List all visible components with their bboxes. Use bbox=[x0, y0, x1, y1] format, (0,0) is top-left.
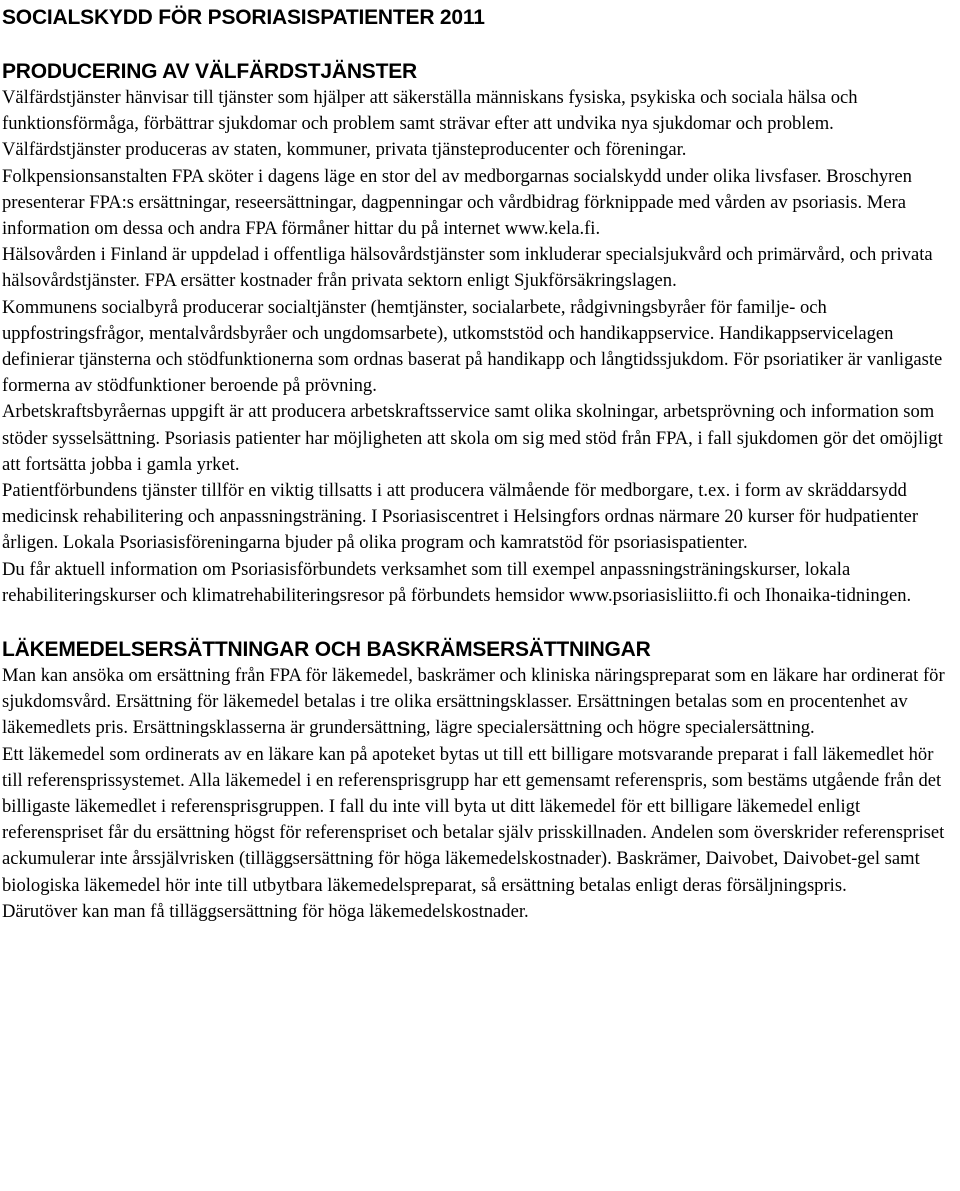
paragraph: Därutöver kan man få tilläggsersättning för höga läkemedelskostnader. bbox=[2, 900, 529, 922]
paragraph: Man kan ansöka om ersättning från FPA för läkemedel, baskrämer och kliniska näringspreparat som en läkare har ordinerat för sjukdomsvård. Ersättning för läkemedel betalas i tre olika ersättningsklasser. Ersättningen betalas som en procentenhet av läkemedlets pris. Ersättningsklasserna är grundersättning, lägre specialersättning och högre specialersättning. bbox=[2, 665, 945, 739]
section-medicine-reimbursement bbox=[2, 637, 956, 925]
paragraph: Kommunens socialbyrå producerar socialtjänster (hemtjänster, socialarbete, rådgivningsbyråer för familje- och uppfostringsfrågor, mentalvårdsbyråer och ungdomsarbete), utkomststöd och handikappservice. Handikappservicelagen definierar tjänsterna och stödfunktionerna som ordnas baserat på handikapp och långtidssjukdom. För psoriatiker är vanligaste formerna av stödfunktioner beroende på prövning. bbox=[2, 296, 943, 397]
section-heading: LÄKEMEDELSERSÄTTNINGAR OCH BASKRÄMSERSÄTTNINGAR bbox=[2, 638, 651, 662]
section-heading: PRODUCERING AV VÄLFÄRDSTJÄNSTER bbox=[2, 60, 417, 83]
section-welfare-services bbox=[2, 59, 956, 609]
document-title: SOCIALSKYDD FÖR PSORIASISPATIENTER 2011 bbox=[2, 6, 485, 29]
paragraph: Arbetskraftsbyråernas uppgift är att producera arbetskraftsservice samt olika skolningar, arbetsprövning och information som stöder sysselsättning. Psoriasis patienter har möjligheten att skola om sig med stöd från FPA, i fall sjukdomen gör det omöjligt att fortsätta jobba i gamla yrket. bbox=[2, 401, 943, 475]
paragraph: Välfärdstjänster hänvisar till tjänster som hjälper att säkerställa människans fysiska, psykiska och sociala hälsa och funktionsförmåga, förbättrar sjukdomar och problem samt strävar efter att undvika nya sjukdomar och problem. Välfärdstjänster produceras av staten, kommuner, privata tjänsteproducenter och föreningar. bbox=[2, 87, 858, 161]
paragraph: Patientförbundens tjänster tillför en viktig tillsatts i att producera välmående för medborgare, t.ex. i form av skräddarsydd medicinsk rehabilitering och anpassningsträning. I Psoriasiscentret i Helsingfors ordnas närmare 20 kurser för hudpatienter årligen. Lokala Psoriasisföreningarna bjuder på olika program och kamratstöd för psoriasispatienter. bbox=[2, 480, 919, 554]
paragraph: Folkpensionsanstalten FPA sköter i dagens läge en stor del av medborgarnas socialskydd under olika livsfaser. Broschyren presenterar FPA:s ersättningar, reseersättningar, dagpenningar och vårdbidrag förknippade med vården av psoriasis. Mera information om dessa och andra FPA förmåner hittar du på internet www.kela.fi. bbox=[2, 165, 912, 240]
paragraph: Du får aktuell information om Psoriasisförbundets verksamhet som till exempel anpassningsträningskurser, lokala rehabiliteringskurser och klimatrehabiliteringsresor på förbundets hemsidor www.psoriasisliitto.fi och Ihonaika-tidningen. bbox=[2, 558, 912, 606]
paragraph: Hälsovården i Finland är uppdelad i offentliga hälsovårdstjänster som inkluderar specialsjukvård och primärvård, och privata hälsovårdstjänster. FPA ersätter kostnader från privata sektorn enligt Sjukförsäkringslagen. bbox=[2, 244, 933, 292]
paragraph: Ett läkemedel som ordinerats av en läkare kan på apoteket bytas ut till ett billigare motsvarande preparat i fall läkemedlet hör till referensprissystemet. Alla läkemedel i en referensprisgrupp har ett gemensamt referenspris, som bestäms utgående från det billigaste läkemedlet i referensprisgruppen. I fall du inte vill byta ut ditt läkemedel för ett billigare läkemedel enligt referenspriset får du ersättning högst för referenspriset och betalar själv prisskillnaden. Andelen som överskrider referenspriset ackumulerar inte årssjälvrisken (tilläggsersättning för höga läkemedelskostnader). Baskrämer, Daivobet, Daivobet-gel samt biologiska läkemedel hör inte till utbytbara läkemedelspreparat, så ersättning betalas enligt deras försäljningspris. bbox=[2, 743, 945, 896]
